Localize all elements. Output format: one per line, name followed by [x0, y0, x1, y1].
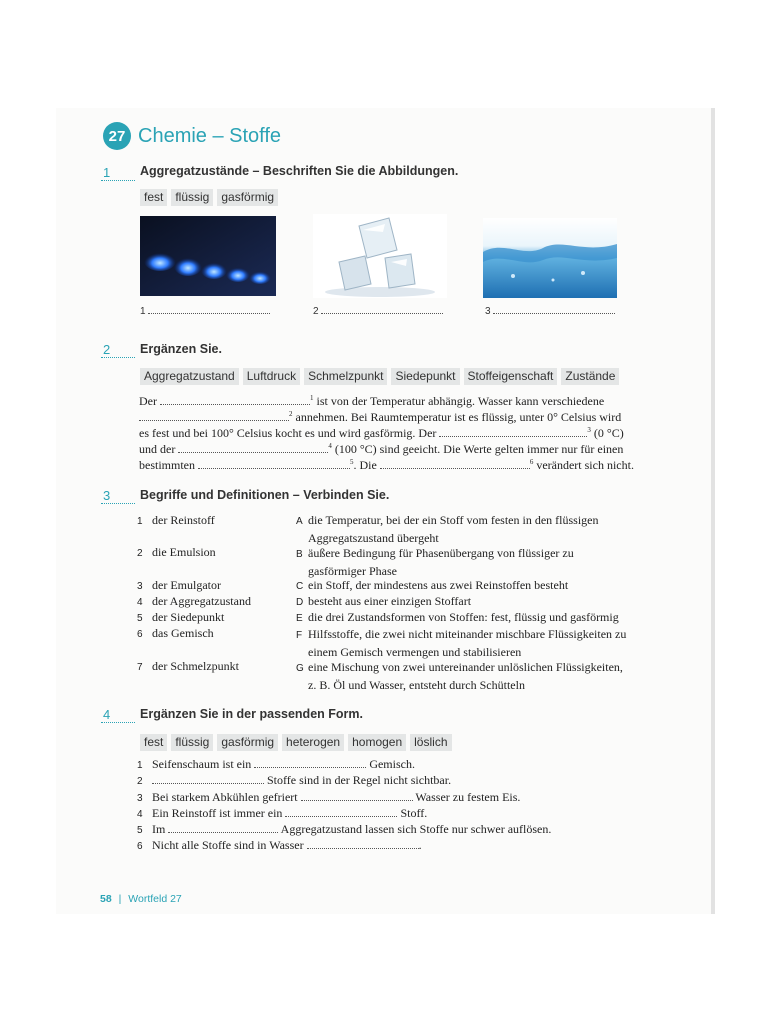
definition-text: Aggregatszustand übergeht [308, 531, 439, 545]
cloze-blank[interactable] [178, 452, 328, 453]
term-number: 4 [137, 597, 143, 608]
cloze-blank[interactable] [439, 436, 587, 437]
term-text: der Siedepunkt [152, 610, 225, 624]
sentence-number: 4 [137, 809, 143, 820]
answer-blank[interactable] [148, 313, 270, 314]
gas-flame-photo [140, 216, 276, 296]
term-text: die Emulsion [152, 545, 216, 559]
definition-a[interactable] [296, 512, 599, 546]
definition-text: z. B. Öl und Wasser, entsteht durch Schütteln [308, 678, 525, 692]
page-number: 58 [100, 893, 112, 905]
term-text: der Reinstoff [152, 513, 215, 527]
text: Wasser zu festem Eis. [412, 790, 521, 804]
text: Der [139, 394, 157, 408]
term-number: 3 [137, 581, 143, 592]
blank-index: 5 [350, 458, 354, 466]
exercise-2-number: 2 [101, 342, 135, 358]
exercise-3-title: Begriffe und Definitionen – Verbinden Sie. [140, 488, 390, 502]
term-number: 1 [137, 516, 143, 527]
answer-number: 1 [140, 306, 146, 317]
definition-letter: F [296, 630, 303, 641]
sentence-number: 3 [137, 793, 143, 804]
definition-text: gasförmiger Phase [308, 564, 397, 578]
word-chip: flüssig [171, 734, 213, 751]
text: und der [139, 442, 176, 456]
definition-b[interactable] [296, 545, 574, 579]
answer-number: 2 [313, 306, 319, 317]
blank-index: 3 [587, 426, 591, 434]
word-chip: Siedepunkt [391, 368, 459, 385]
term-number: 6 [137, 629, 143, 640]
blank-index: 6 [529, 458, 534, 466]
exercise-4-number: 4 [101, 707, 135, 723]
chapter-heading [103, 121, 281, 151]
text: Aggregatzustand lassen sich Stoffe nur schwer auflösen. [278, 822, 552, 836]
definition-letter: B [296, 549, 303, 560]
blank-index: 2 [289, 410, 293, 418]
text: (100 °C) sind geeicht. Die Werte gelten immer nur für einen [331, 442, 624, 456]
text: Seifenschaum ist ein [152, 757, 252, 771]
fill-blank[interactable] [285, 816, 397, 817]
definition-g[interactable] [296, 659, 623, 693]
term-text: der Schmelzpunkt [152, 659, 239, 673]
definition-e[interactable] [296, 609, 619, 627]
word-chip: gasförmig [217, 189, 278, 206]
text: es fest und bei 100° Celsius kocht es und wird gasförmig. Der [139, 426, 437, 440]
answer-blank[interactable] [493, 313, 615, 314]
cloze-blank[interactable] [160, 404, 310, 405]
exercise-1-title: Aggregatzustände – Beschriften Sie die Abbildungen. [140, 164, 459, 178]
footer-label: Wortfeld 27 [128, 893, 182, 905]
exercise-4-title: Ergänzen Sie in der passenden Form. [140, 707, 363, 721]
word-chip: fest [140, 734, 167, 751]
text: Ein Reinstoff ist immer ein [152, 806, 283, 820]
term-text: der Aggregatzustand [152, 594, 251, 608]
exercise-1-word-bank [140, 189, 278, 206]
ice-cubes-photo [313, 214, 447, 298]
sentence-number: 6 [137, 841, 143, 852]
cloze-blank[interactable] [198, 468, 350, 469]
definition-f[interactable] [296, 626, 626, 660]
term-text: das Gemisch [152, 626, 214, 640]
sentence-2 [137, 772, 451, 790]
definition-text: die drei Zustandsformen von Stoffen: fest, flüssig und gasförmig [308, 610, 619, 624]
term-2[interactable] [137, 544, 216, 562]
exercise-1-number: 1 [101, 165, 135, 181]
definition-text: die Temperatur, bei der ein Stoff vom festen in den flüssigen [308, 513, 599, 527]
fill-blank[interactable] [168, 832, 278, 833]
image-3-answer [485, 306, 615, 317]
definition-text: äußere Bedingung für Phasenübergang von flüssiger zu [308, 546, 574, 560]
word-chip: heterogen [282, 734, 344, 751]
definition-text: besteht aus einer einzigen Stoffart [308, 594, 472, 608]
word-chip: Schmelzpunkt [304, 368, 387, 385]
blank-index: 4 [328, 442, 332, 450]
term-6[interactable] [137, 625, 214, 643]
answer-number: 3 [485, 306, 491, 317]
term-number: 2 [137, 548, 143, 559]
word-chip: Aggregatzustand [140, 368, 239, 385]
word-chip: Zustände [561, 368, 619, 385]
definition-text: einem Gemisch vermengen und stabilisieren [308, 645, 522, 659]
definition-letter: A [296, 516, 303, 527]
sentence-number: 1 [137, 760, 143, 771]
sentence-6 [137, 837, 422, 855]
text: verändert sich nicht. [533, 458, 634, 472]
exercise-4-word-bank [140, 734, 452, 751]
text: annehmen. Bei Raumtemperatur ist es flüssig, unter 0° Celsius wird [292, 410, 622, 424]
exercise-3-number: 3 [101, 488, 135, 504]
chapter-number-badge: 27 [103, 122, 131, 150]
word-chip: homogen [348, 734, 406, 751]
text: Gemisch. [366, 757, 415, 771]
definition-letter: C [296, 581, 304, 592]
text: . [418, 838, 422, 852]
text: (0 °C) [590, 426, 624, 440]
term-number: 5 [137, 613, 143, 624]
fill-blank[interactable] [307, 848, 419, 849]
page-edge [711, 108, 715, 914]
cloze-blank[interactable] [139, 420, 289, 421]
definition-letter: E [296, 613, 303, 624]
cloze-line-5 [139, 454, 634, 473]
definition-letter: D [296, 597, 304, 608]
text: Nicht alle Stoffe sind in Wasser [152, 838, 304, 852]
word-chip: löslich [410, 734, 451, 751]
text: bestimmten [139, 458, 195, 472]
fill-blank[interactable] [152, 783, 264, 784]
term-number: 7 [137, 662, 143, 673]
text: . Die [353, 458, 377, 472]
water-splash-photo [483, 218, 617, 298]
word-chip: Luftdruck [243, 368, 300, 385]
chapter-title: Chemie – Stoffe [138, 124, 282, 147]
blank-index: 1 [310, 394, 314, 402]
term-text: der Emulgator [152, 578, 221, 592]
fill-blank[interactable] [254, 767, 366, 768]
exercise-2-title: Ergänzen Sie. [140, 342, 222, 356]
definition-text: eine Mischung von zwei untereinander unlöslichen Flüssigkeiten, [308, 660, 623, 674]
definition-text: ein Stoff, der mindestens aus zwei Reinstoffen besteht [308, 578, 569, 592]
answer-blank[interactable] [321, 313, 443, 314]
page-footer [100, 893, 182, 905]
word-chip: Stoffeigenschaft [464, 368, 558, 385]
definition-letter: G [296, 663, 304, 674]
word-chip: gasförmig [217, 734, 278, 751]
cloze-blank[interactable] [380, 468, 530, 469]
fill-blank[interactable] [301, 800, 413, 801]
text: Bei starkem Abkühlen gefriert [152, 790, 298, 804]
image-1-answer [140, 306, 270, 317]
image-2-answer [313, 306, 443, 317]
sentence-number: 2 [137, 776, 143, 787]
definition-text: Hilfsstoffe, die zwei nicht miteinander mischbare Flüssigkeiten zu [308, 627, 627, 641]
sentence-number: 5 [137, 825, 143, 836]
text: Im [152, 822, 166, 836]
exercise-2-word-bank [140, 368, 619, 385]
text: Stoffe sind in der Regel nicht sichtbar. [264, 773, 452, 787]
text: Stoff. [397, 806, 428, 820]
footer-separator: | [118, 893, 122, 905]
term-7[interactable] [137, 658, 239, 676]
word-chip: flüssig [171, 189, 213, 206]
word-chip: fest [140, 189, 167, 206]
term-1[interactable] [137, 512, 215, 530]
text: ist von der Temperatur abhängig. Wasser kann verschiedene [313, 394, 605, 408]
